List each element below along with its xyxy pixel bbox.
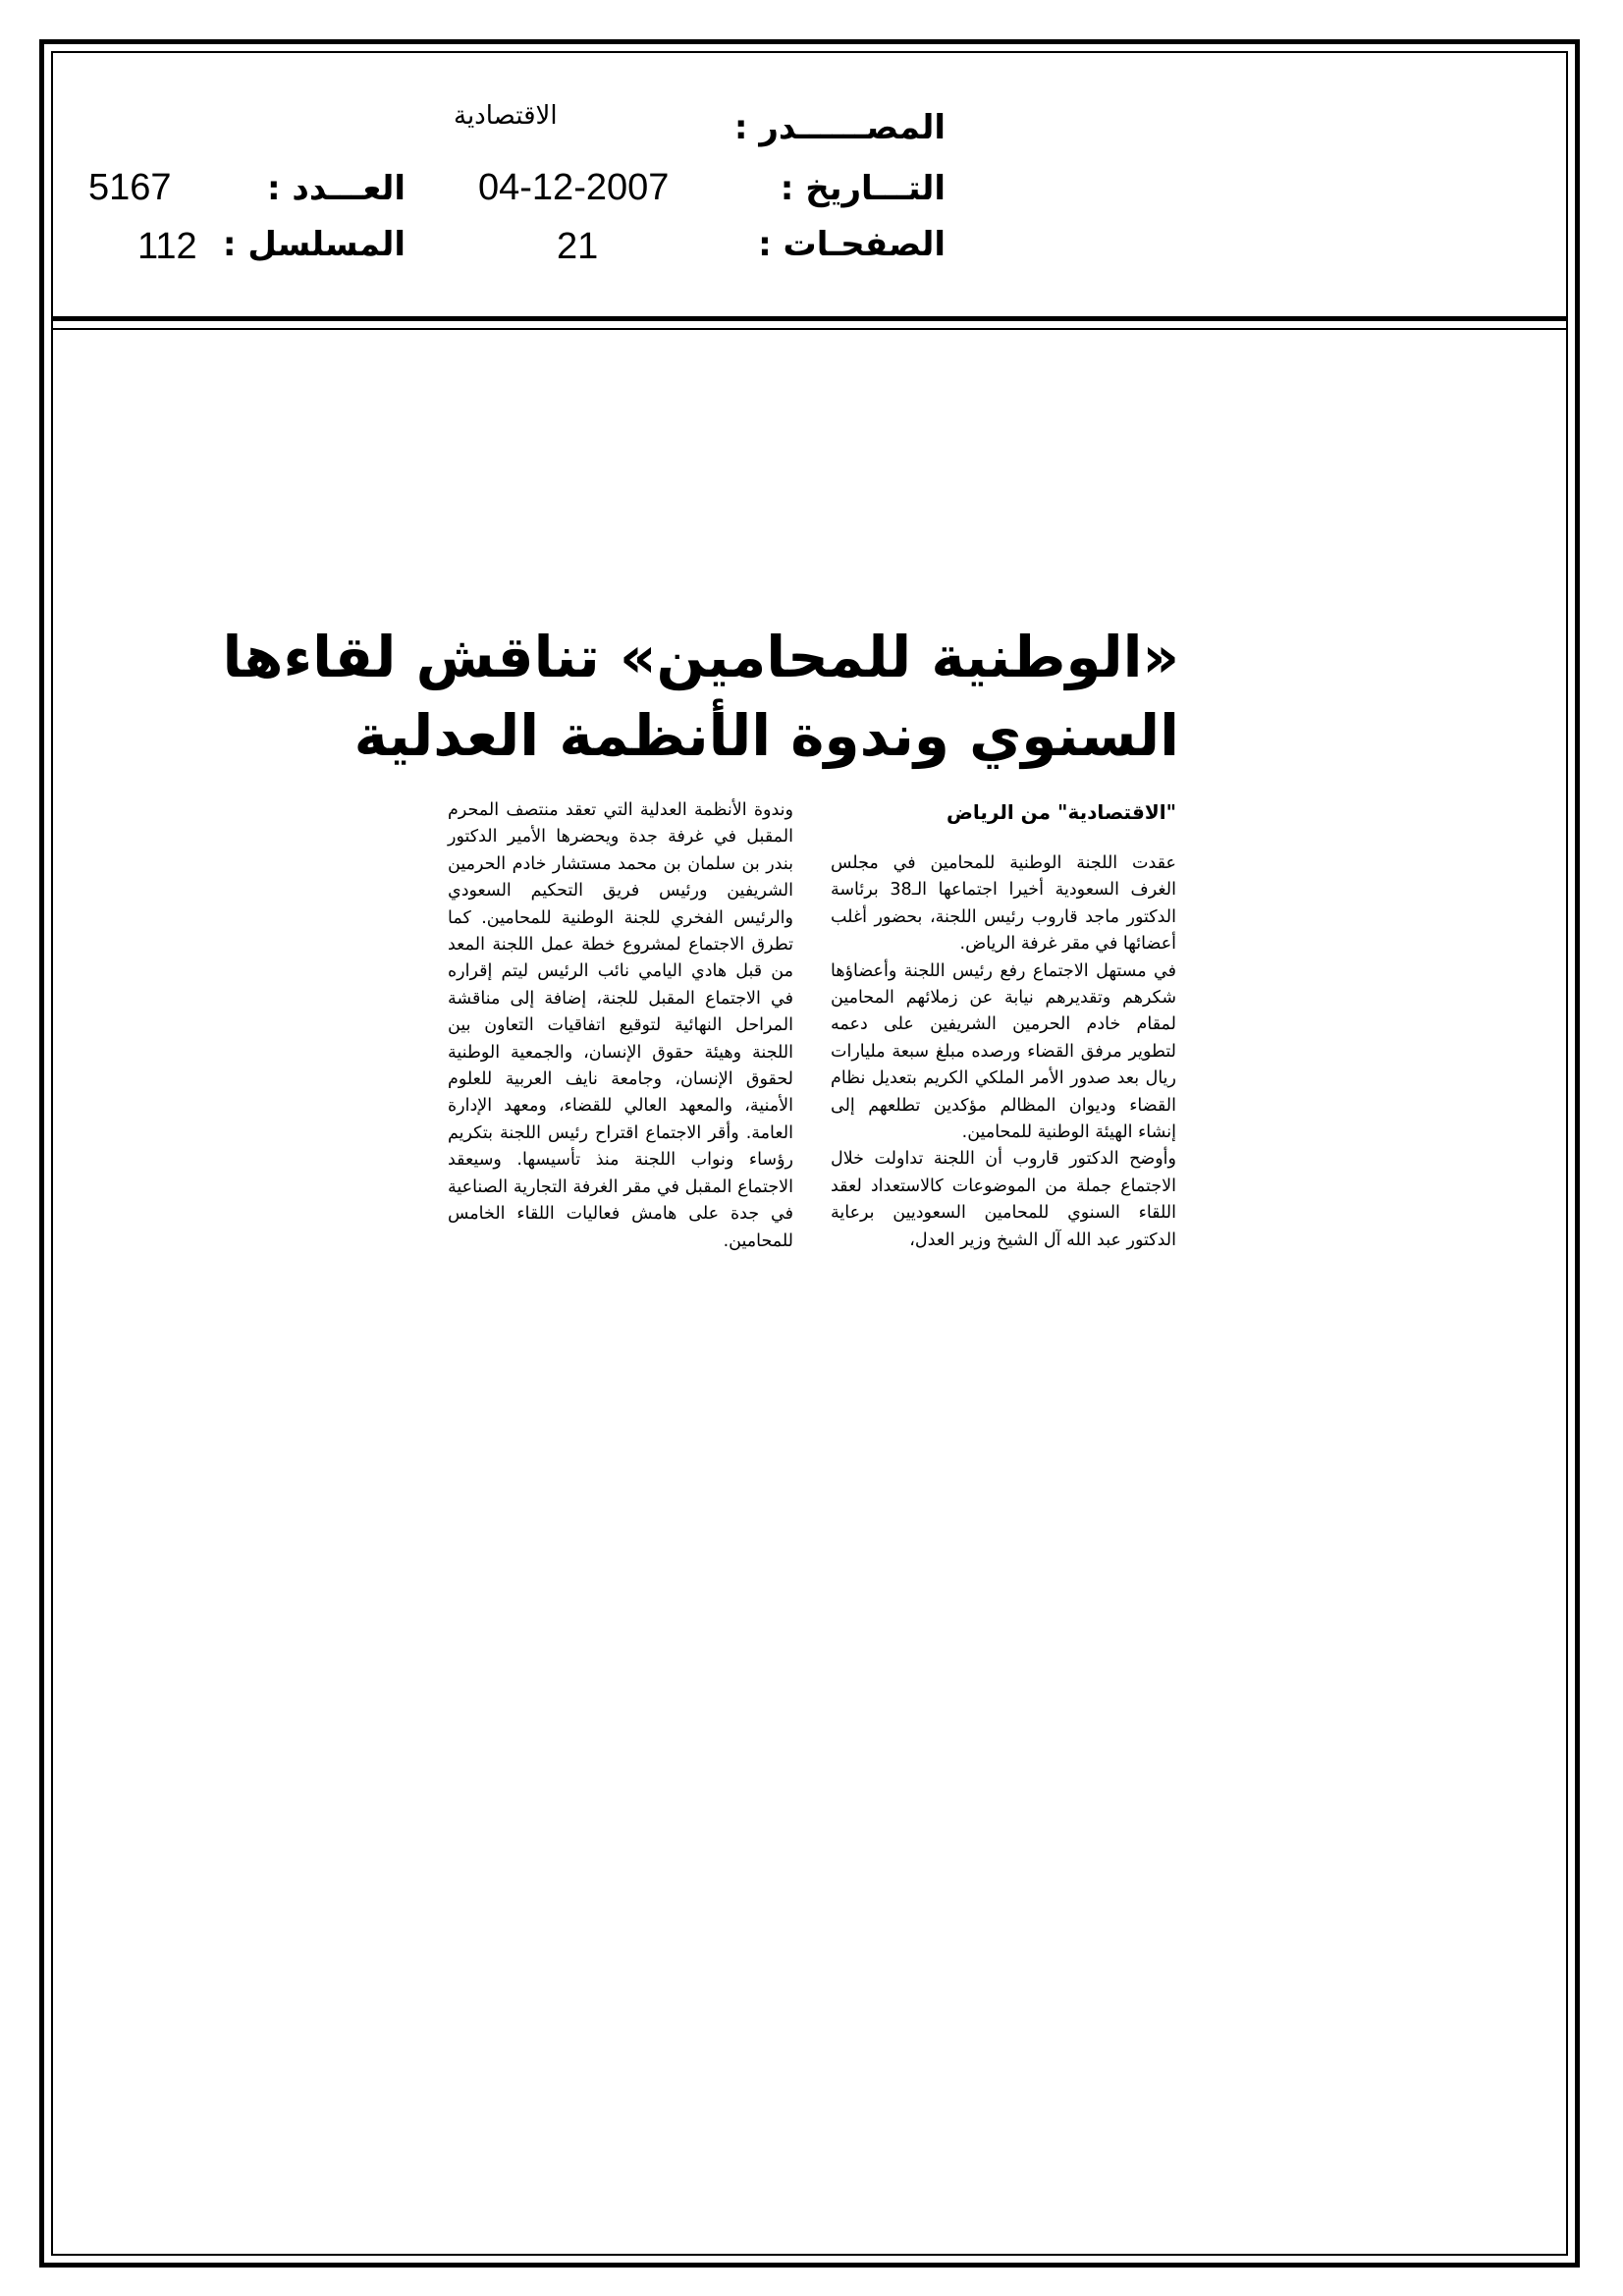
article-headline-line1: «الوطنية للمحامين» تناقش لقاءها <box>222 624 1179 690</box>
issue-value: 5167 <box>88 167 172 208</box>
serial-value: 112 <box>137 226 197 267</box>
date-label: التـــاريخ : <box>780 169 946 208</box>
article-paragraph: وأوضح الدكتور قاروب أن اللجنة تداولت خلال الاجتماع جملة من الموضوعات كالاستعداد لعقد اللقاء السنوي للمحامين السعوديين برعاية الدكتور عبد الله آل الشيخ وزير العدل، <box>831 1149 1176 1250</box>
article-column-left <box>448 797 793 1255</box>
pages-label: الصفحـات : <box>758 225 946 264</box>
page-border-inner <box>51 51 1568 2256</box>
article-paragraph: وندوة الأنظمة العدلية التي تعقد منتصف المحرم المقبل في غرفة جدة ويحضرها الأمير الدكتور بندر بن سلمان بن محمد مستشار خادم الحرمين الشريفين ورئيس فريق التحكيم السعودي والرئيس الفخري للجنة الوطنية للمحامين. كما تطرق الاجتماع لمشروع خطة عمل اللجنة المعد من قبل هادي اليامي نائب الرئيس ليتم إقراره في الاجتماع المقبل للجنة، إضافة إلى مناقشة المراحل النهائية لتوقيع اتفاقيات التعاون بين اللجنة وهيئة حقوق الإنسان، والجمعية الوطنية لحقوق الإنسان، وجامعة نايف العربية للعلوم الأمنية، والمعهد العالي للقضاء، ومعهد الإدارة العامة. وأقر الاجتماع اقتراح رئيس اللجنة بتكريم رؤساء ونواب اللجنة منذ تأسيسها. وسيعقد الاجتماع المقبل في مقر الغرفة التجارية الصناعية في جدة على هامش فعاليات اللقاء الخامس للمحامين. <box>448 800 793 1251</box>
header-divider-thin <box>51 328 1568 330</box>
date-value: 04-12-2007 <box>478 167 670 208</box>
article-column-right <box>831 850 1176 1254</box>
article-paragraph: في مستهل الاجتماع رفع رئيس اللجنة وأعضاؤها شكرهم وتقديرهم نيابة عن زملائهم المحامين لمقام خادم الحرمين الشريفين على دعمه لتطوير مرفق القضاء ورصده مبلغ سبعة مليارات ريال بعد صدور الأمر الملكي الكريم بتعديل نظام القضاء وديوان المظالم مؤكدين تطلعهم إلى إنشاء الهيئة الوطنية للمحامين. <box>831 960 1176 1143</box>
issue-label: العـــدد : <box>267 169 406 208</box>
source-label: المصــــــدر : <box>733 108 946 147</box>
pages-value: 21 <box>557 226 599 267</box>
header-divider-thick <box>51 316 1568 321</box>
serial-label: المسلسل : <box>222 225 406 264</box>
article-byline: "الاقتصادية" من الرياض <box>946 800 1176 824</box>
article-headline-line2: السنوي وندوة الأنظمة العدلية <box>353 702 1179 769</box>
source-value: الاقتصادية <box>454 101 558 131</box>
article-paragraph: عقدت اللجنة الوطنية للمحامين في مجلس الغرف السعودية أخيرا اجتماعها الـ38 برئاسة الدكتور ماجد قاروب رئيس اللجنة، بحضور أغلب أعضائها في مقر غرفة الرياض. <box>831 853 1176 955</box>
